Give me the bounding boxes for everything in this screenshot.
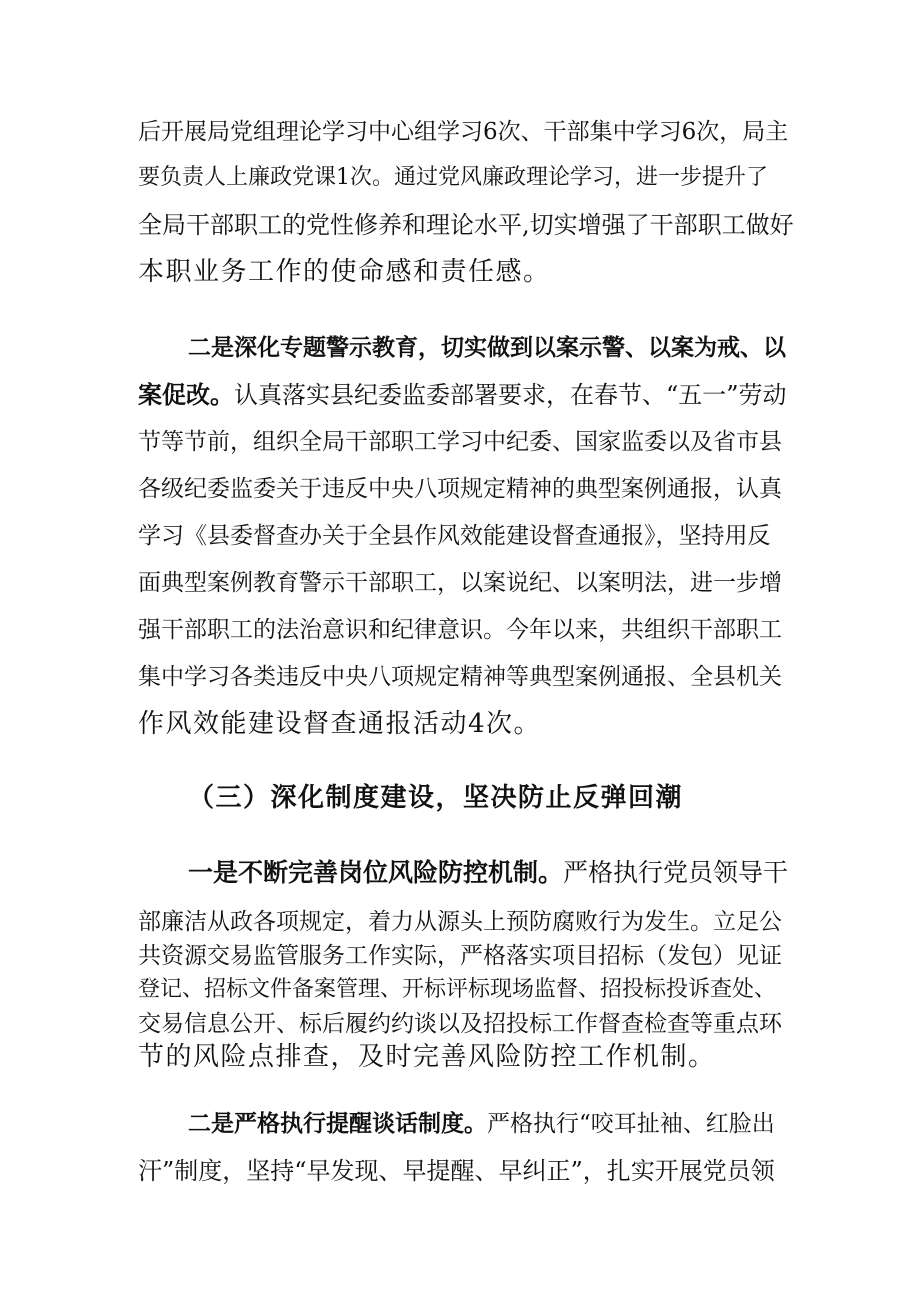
paragraph-line: 汗”制度，坚持“早发现、早提醒、早纠正”，扎实开展党员领	[138, 1157, 775, 1185]
section-heading: （三）深化制度建设，坚决防止反弹回潮	[188, 783, 684, 813]
paragraph-line: 全局干部职工的党性修养和理论水平,切实增强了干部职工做好	[138, 211, 794, 239]
paragraph-line: 共资源交易监管服务工作实际，严格落实项目招标（发包）见证	[138, 943, 782, 969]
paragraph-lead: 一是不断完善岗位风险防控机制。	[188, 858, 564, 887]
paragraph-line: 面典型案例教育警示干部职工，以案说纪、以案明法，进一步增	[138, 570, 782, 596]
paragraph-line	[188, 1108, 775, 1140]
paragraph-line	[188, 857, 788, 889]
paragraph-line: 作风效能建设督查通报活动4次。	[138, 709, 542, 739]
paragraph-line: 各级纪委监委关于违反中央八项规定精神的典型案例通报，认真	[138, 476, 782, 502]
paragraph-line: 登记、招标文件备案管理、开标评标现场监督、招投标投诉查处、	[138, 977, 777, 1002]
paragraph-line	[138, 379, 787, 411]
paragraph-line: 部廉洁从政各项规定，着力从源头上预防腐败行为发生。立足公	[138, 909, 782, 935]
paragraph-line: 本职业务工作的使命感和责任感。	[138, 257, 551, 287]
paragraph-line: 节等节前，组织全局干部职工学习中纪委、国家监委以及省市县	[138, 429, 782, 455]
paragraph-lead: 案促改。	[138, 381, 234, 409]
paragraph-line: 学习《县委督查办关于全县作风效能建设督查通报》，坚持用反	[138, 523, 771, 549]
paragraph-line: 后开展局党组理论学习中心组学习6次、干部集中学习6次，局主	[138, 119, 789, 145]
paragraph-line: 要负责人上廉政党课1次。通过党风廉政理论学习，进一步提升了	[138, 165, 768, 190]
paragraph-lead: 二是严格执行提醒谈话制度。	[188, 1111, 487, 1137]
paragraph-text: 严格执行党员领导干	[563, 858, 789, 887]
paragraph-text: 严格执行“咬耳扯袖、红脸出	[487, 1111, 775, 1137]
paragraph-line: 节的风险点排查，及时完善风险防控工作机制。	[138, 1042, 716, 1072]
paragraph-line: 强干部职工的法治意识和纪律意识。今年以来，共组织干部职工	[138, 617, 782, 643]
paragraph-line: 交易信息公开、标后履约约谈以及招投标工作督查检查等重点环	[138, 1011, 782, 1037]
paragraph-text: 认真落实县纪委监委部署要求，在春节、“五一”劳动	[234, 381, 787, 409]
paragraph-line: 集中学习各类违反中央八项规定精神等典型案例通报、全县机关	[138, 664, 782, 690]
paragraph-lead: 二是深化专题警示教育，切实做到以案示警、以案为戒、以	[188, 335, 786, 361]
